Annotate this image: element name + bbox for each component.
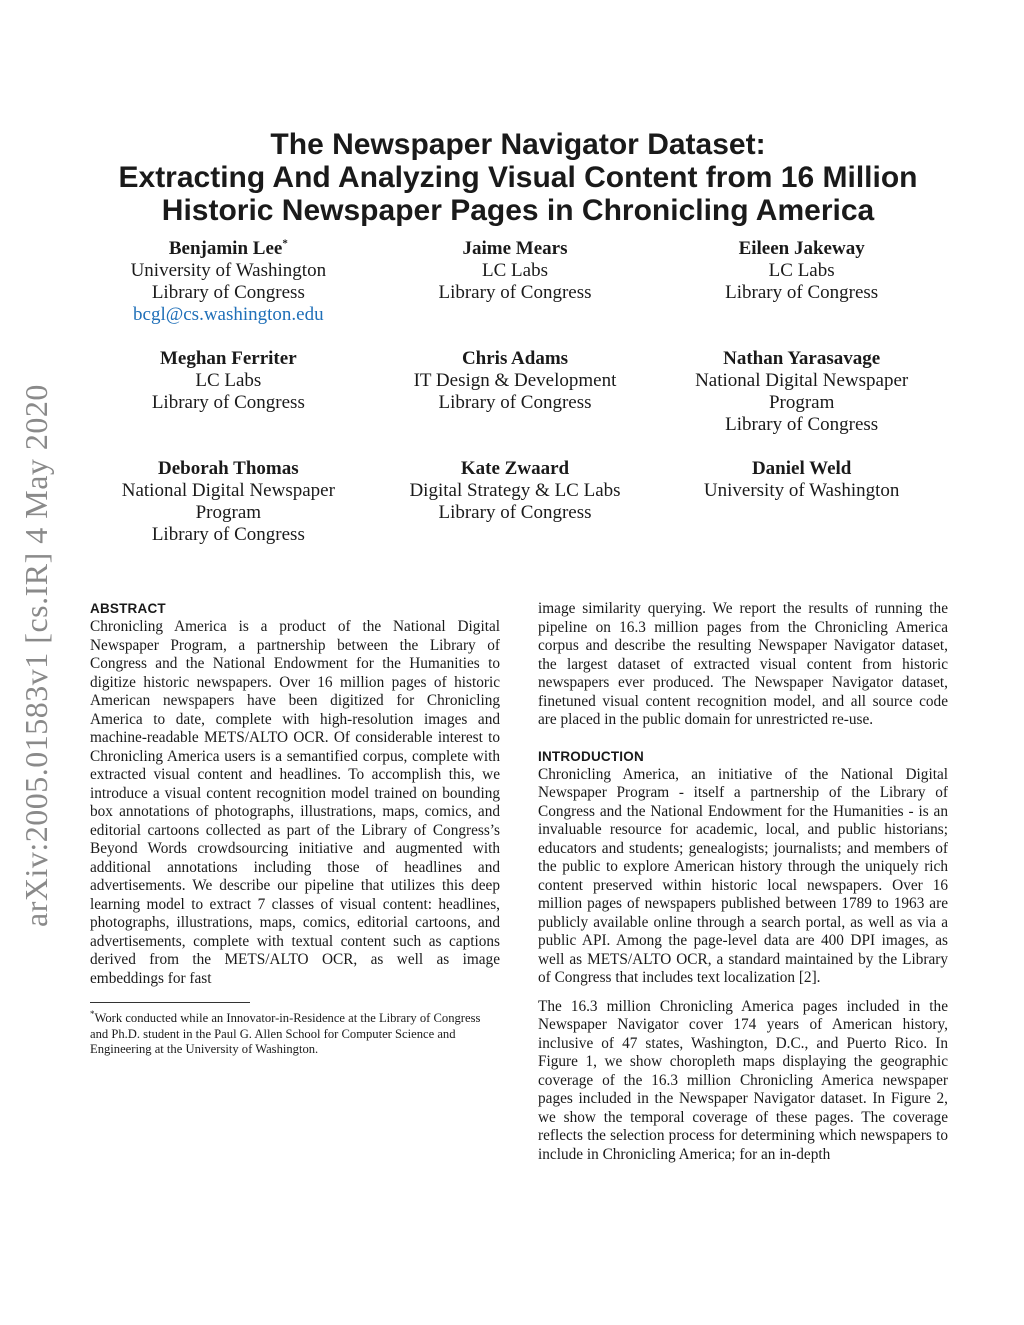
author-affiliation: University of Washington [130,260,327,281]
author-block [90,348,367,436]
author-affiliation: Digital Strategy & LC Labs [409,480,621,501]
introduction-paragraph: The 16.3 million Chronicling America pages included in the Newspaper Navigator cover 174 years of American history, inclusive of 47 states, Washington, D.C., and Puerto Rico. In Figure 1, we show choropleth maps displaying the geographic coverage of the 16.3 million Chronicling America newspaper pages included in the Newspaper Navigator dataset. In Figure 2, we show the temporal coverage of these pages. The coverage reflects the selection process for determining which newspapers to include in Chronicling America; for an in-depth [538,997,948,1163]
author-name: Jaime Mears [462,238,568,259]
author-affiliation: Program [195,502,262,523]
introduction-paragraph: Chronicling America, an initiative of the National Digital Newspaper Program - itself a partnership of the Library of Congress and the National Endowment for the Humanities - is an invaluable resource for academic, local, and public historians; educators and students; genealogists; journalists; and members of the public to explore American history through the uniquely rich content preserved within historic local newspapers. Over 16 million pages of newspapers published between 1789 to 1963 are publicly available online through a search portal, as well as via a public API. Among the page-level data are 400 DPI images, as well as METS/ALTO OCR, a standard maintained by the Library of Congress that includes text localization [2]. [538,765,948,986]
author-affiliation: Program [768,392,835,413]
author-block [377,348,654,436]
author-block [90,238,367,326]
author-affiliation: Library of Congress [151,524,305,545]
footnote-divider [90,1002,250,1003]
author-affiliation: Library of Congress [438,392,592,413]
author-list [90,238,940,546]
author-affiliation: University of Washington [703,480,900,501]
footnote-mark: * [282,237,288,250]
author-name: Meghan Ferriter [160,348,297,369]
author-affiliation: Library of Congress [725,282,879,303]
title-line-2: Extracting And Analyzing Visual Content from 16 Million [118,161,918,194]
author-name: Chris Adams [461,348,569,369]
author-block [90,458,367,546]
author-name: Deborah Thomas [158,458,299,479]
title-line-3: Historic Newspaper Pages in Chronicling America [161,194,875,227]
introduction-heading: INTRODUCTION [538,748,644,764]
abstract-continuation: image similarity querying. We report the results of running the pipeline on 16.3 million pages from the Chronicling America corpus and describe the resulting Newspaper Navigator dataset, the largest dataset of extracted visual content from historic newspapers ever produced. The Newspaper Navigator dataset, finetuned visual content recognition model, and all source code are placed in the public domain for unrestricted re-use. [538,600,948,728]
abstract-text: Chronicling America is a product of the National Digital Newspaper Program, a partnership between the Library of Congress and the National Endowment for the Humanities to digitize historic newspapers. Over 16 million pages of historic American newspapers have been digitized for Chronicling America to date, complete with high-resolution images and machine-readable METS/ALTO OCR. Of considerable interest to Chronicling America users is a semantified corpus, complete with extracted visual content and headlines. To accomplish this, we introduce a visual content recognition model trained on bounding box annotations of photographs, illustrations, maps, comics, and editorial cartoons collected as part of the Library of Congress’s Beyond Words crowdsourcing initiative and augmented with additional annotations including those of headlines and advertisements. We describe our pipeline that utilizes this deep learning model to extract 7 classes of visual content: headlines, photographs, illustrations, maps, comics, editorial cartoons, and advertisements, complete with textual content such as captions derived from the METS/ALTO OCR, as well as image embeddings for fast [90,618,500,987]
right-column [538,600,948,1164]
footnote-text: Work conducted while an Innovator-in-Residence at the Library of Congress and Ph.D. student in the Paul G. Allen School for Computer Science and Engineering at the University of Washington. [90,1011,481,1057]
author-block [663,458,940,546]
author-block [377,458,654,546]
footnote-mark: * [90,1009,95,1019]
left-column [90,600,500,1058]
author-name: Eileen Jakeway [738,238,865,259]
arxiv-identifier [14,370,58,940]
abstract-heading: ABSTRACT [90,601,166,616]
author-name: Daniel Weld [751,458,852,479]
arxiv-identifier-text: arXiv:2005.01583v1 [cs.IR] 4 May 2020 [17,383,54,927]
author-affiliation: Library of Congress [151,392,305,413]
author-affiliation: LC Labs [768,260,835,281]
author-affiliation: Library of Congress [438,282,592,303]
author-block [663,238,940,326]
paper-title [80,128,956,227]
author-affiliation: IT Design & Development [413,370,617,391]
author-block [377,238,654,326]
author-name: Benjamin Lee [168,238,283,259]
author-name: Kate Zwaard [460,458,570,479]
author-block [663,348,940,436]
author-email-link[interactable]: bcgl@cs.washington.edu [133,304,324,325]
author-affiliation: LC Labs [195,370,262,391]
author-affiliation: Library of Congress [438,502,592,523]
author-affiliation: National Digital Newspaper [695,370,909,391]
author-affiliation: National Digital Newspaper [121,480,335,501]
author-affiliation: LC Labs [482,260,548,281]
author-affiliation: Library of Congress [151,282,305,303]
author-affiliation: Library of Congress [725,414,879,435]
author-name: Nathan Yarasavage [723,348,881,369]
footnote [90,1007,500,1058]
title-line-1: The Newspaper Navigator Dataset: [270,128,766,161]
